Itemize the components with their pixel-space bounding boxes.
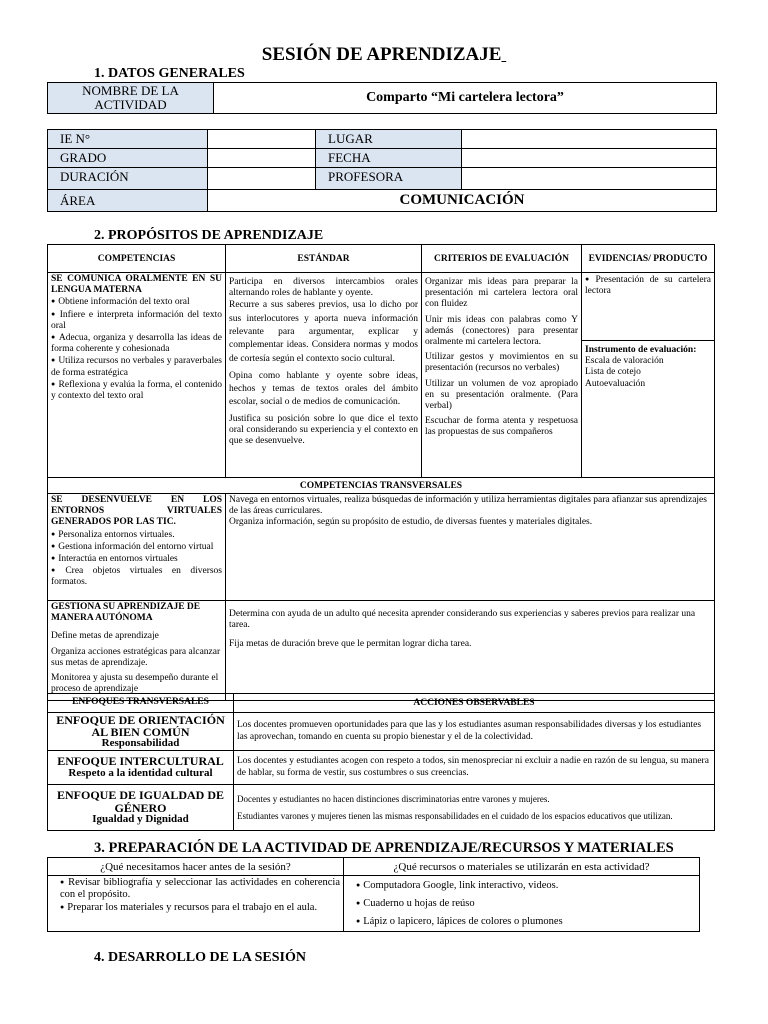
- approach-action: Los docentes promueven oportunidades para que las y los estudiantes asuman responsabilidades diversas y los estudiantes las aprovechan, tomando en cuenta su propio bienestar y el de la colectividad.: [237, 720, 702, 742]
- approach-actions-cell: [234, 785, 715, 831]
- criteria-text: Organizar mis ideas para preparar la presentación mi cartelera lectora oral con fluidez: [425, 277, 578, 310]
- prep-q2: ¿Qué recursos o materiales se utilizarán en esta actividad?: [344, 858, 700, 876]
- criteria-text: Unir mis ideas con palabras como Y además (conectores) para presentar oralmente mi cartelera lectora.: [425, 314, 578, 348]
- duracion-value: [208, 168, 316, 190]
- instrument-item: Lista de cotejo: [585, 367, 641, 378]
- auto-cell: [48, 601, 226, 701]
- auto-cap: Organiza acciones estratégicas para alcanzar sus metas de aprendizaje.: [51, 646, 221, 668]
- before-list: [60, 877, 340, 914]
- auto-cap: Define metas de aprendizaje: [51, 631, 159, 642]
- approaches-table: [47, 693, 715, 831]
- activity-value: Comparto “Mi cartelera lectora”: [214, 83, 717, 114]
- tic-title: SE DESENVUELVE EN LOS ENTORNOS VIRTUALES GENERADOS POR LAS TIC.: [51, 495, 222, 528]
- standard-text: Participa en diversos intercambios orales alternando roles de hablante y oyente.: [229, 277, 418, 299]
- prep-before-cell: [48, 876, 344, 932]
- purposes-table: [47, 244, 715, 701]
- approach-value: Responsabilidad: [101, 737, 180, 749]
- list-item: ● Infiere e interpreta información del texto oral: [51, 310, 222, 332]
- fecha-value: [462, 149, 717, 168]
- col-criterios: CRITERIOS DE EVALUACIÓN: [422, 245, 582, 273]
- activity-label: NOMBRE DE LA ACTIVIDAD: [48, 83, 214, 114]
- evidence-cell: [582, 273, 715, 478]
- standard-text: Justifica su posición sobre lo que dice el texto oral considerando su experiencia y el contexto en que se desenvuelve.: [229, 413, 418, 447]
- approach-title-cell: [48, 785, 234, 831]
- list-item: ● Gestiona información del entorno virtual: [51, 542, 222, 553]
- activity-table: [47, 82, 717, 114]
- list-item: ● Reflexiona y evalúa la forma, el contenido y contexto del texto oral: [51, 380, 222, 402]
- page-title: SESIÓN DE APRENDIZAJE: [261, 44, 502, 65]
- approach-actions-cell: [234, 751, 715, 785]
- standard-text: Recurre a sus saberes previos, usa lo dicho por sus interlocutores y aporta nueva información relevante para argumentar, explicar y complementar ideas. Considera normas y modos de cortesía según el contexto socio cultural.: [229, 300, 418, 364]
- list-item: ● Cuaderno u hojas de reúso: [356, 898, 696, 910]
- instrument-item: Autoevaluación: [585, 378, 646, 389]
- duracion-label: DURACIÓN: [48, 168, 208, 190]
- col-evidencias: EVIDENCIAS/ PRODUCTO: [582, 245, 715, 273]
- criteria-cell: [422, 273, 582, 478]
- approaches-header-left: ENFOQUES TRANSVERSALES: [48, 694, 234, 713]
- approach-action: Docentes y estudiantes no hacen distinciones discriminatorias entre varones y mujeres.: [237, 794, 550, 805]
- section-3-title: 3. PREPARACIÓN DE LA ACTIVIDAD DE APRENDIZAJE/RECURSOS Y MATERIALES: [94, 840, 674, 856]
- evidence-item: ● Presentación de su cartelera lectora: [585, 275, 711, 297]
- preparation-table: [47, 857, 700, 932]
- lugar-label: LUGAR: [316, 130, 462, 149]
- list-item: ● Interactúa en entornos virtuales: [51, 554, 222, 565]
- approach-action: Los docentes y estudiantes acogen con respeto a todos, sin menospreciar ni excluir a nadie en razón de su lengua, su manera de hablar, su forma de vestir, sus costumbres o sus creencias.: [237, 756, 709, 778]
- general-data-table: [47, 129, 717, 212]
- auto-cap: Monitorea y ajusta su desempeño durante el proceso de aprendizaje: [51, 673, 219, 695]
- criteria-text: Escuchar de forma atenta y respetuosa las propuestas de sus compañeros: [425, 416, 578, 438]
- instrument-item: Escala de valoración: [585, 356, 664, 367]
- auto-desc: Determina con ayuda de un adulto qué necesita aprender considerando sus experiencias y saberes previos para realizar una tarea.: [229, 609, 696, 631]
- instrument-title: Instrumento de evaluación:: [585, 345, 697, 355]
- section-4-title: 4. DESARROLLO DE LA SESIÓN: [94, 950, 307, 965]
- auto-desc: Fija metas de duración breve que le permitan lograr dicha tarea.: [229, 639, 472, 650]
- competence-cell: [48, 273, 226, 478]
- standard-cell: [226, 273, 422, 478]
- approach-title: ENFOQUE DE ORIENTACIÓN AL BIEN COMÚN: [56, 713, 225, 739]
- ie-value: [208, 130, 316, 149]
- approach-title: ENFOQUE DE IGUALDAD DE GÉNERO: [56, 788, 224, 815]
- area-label: ÁREA: [48, 190, 208, 212]
- approach-title-cell: [48, 751, 234, 785]
- prep-q1: ¿Qué necesitamos hacer antes de la sesión?: [48, 858, 344, 876]
- tic-list: [51, 530, 222, 589]
- fecha-label: FECHA: [316, 149, 462, 168]
- competence-title: SE COMUNICA ORALMENTE EN SU LENGUA MATERNA: [51, 274, 222, 296]
- tic-desc: Organiza información, según su propósito de estudio, de diversas fuentes y materiales digitales.: [229, 517, 593, 528]
- col-competencias: COMPETENCIAS: [48, 245, 226, 273]
- list-item: ● Preparar los materiales y recursos para el trabajo en el aula.: [60, 902, 340, 914]
- approach-title-cell: [48, 713, 234, 751]
- auto-title: GESTIONA SU APRENDIZAJE DE MANERA AUTÓNOMA: [51, 602, 201, 624]
- transversal-header: COMPETENCIAS TRANSVERSALES: [48, 478, 715, 494]
- approach-value: Igualdad y Dignidad: [92, 813, 189, 826]
- area-value: COMUNICACIÓN: [208, 190, 717, 212]
- approach-actions-cell: [234, 713, 715, 751]
- list-item: ● Computadora Google, link interactivo, videos.: [356, 880, 696, 892]
- list-item: ● Obtiene información del texto oral: [51, 297, 222, 308]
- list-item: ● Utiliza recursos no verbales y paraverbales de forma estratégica: [51, 356, 222, 378]
- resources-list: [356, 880, 696, 928]
- list-item: ● Lápiz o lapicero, lápices de colores o plumones: [356, 916, 696, 928]
- section-1-title: 1. DATOS GENERALES: [94, 66, 245, 81]
- approach-value: Respeto a la identidad cultural: [68, 767, 213, 780]
- list-item: ● Crea objetos virtuales en diversos formatos.: [51, 566, 222, 588]
- grado-value: [208, 149, 316, 168]
- list-item: ● Revisar bibliografía y seleccionar las actividades en coherencia con el propósito.: [60, 877, 340, 901]
- lugar-value: [462, 130, 717, 149]
- profesora-label: PROFESORA: [316, 168, 462, 190]
- profesora-value: [462, 168, 717, 190]
- criteria-text: Utilizar gestos y movimientos en su presentación (recursos no verbales): [425, 352, 578, 374]
- criteria-text: Utilizar un volumen de voz apropiado en su presentación oralmente. (Para verbal): [425, 378, 578, 412]
- standard-text: Opina como hablante y oyente sobre ideas, hechos y temas de textos orales del ámbito escolar, social o de medios de comunicación.: [229, 370, 418, 408]
- list-item: ● Adecua, organiza y desarrolla las ideas de forma coherente y cohesionada: [51, 333, 222, 355]
- capacities-list: [51, 297, 222, 402]
- prep-resources-cell: [344, 876, 700, 932]
- list-item: ● Personaliza entornos virtuales.: [51, 530, 222, 541]
- auto-desc-cell: [226, 601, 715, 701]
- tic-desc: Navega en entornos virtuales, realiza búsquedas de información y utiliza herramientas digitales para afianzar sus aprendizajes de las áreas curriculares.: [229, 495, 707, 517]
- ie-label: IE N°: [48, 130, 208, 149]
- approach-title: ENFOQUE INTERCULTURAL: [57, 754, 224, 769]
- tic-cell: [48, 494, 226, 601]
- grado-label: GRADO: [48, 149, 208, 168]
- col-estandar: ESTÁNDAR: [226, 245, 422, 273]
- tic-desc-cell: [226, 494, 715, 601]
- section-2-title: 2. PROPÓSITOS DE APRENDIZAJE: [94, 228, 324, 243]
- approaches-header-right: ACCIONES OBSERVABLES: [234, 694, 715, 713]
- approach-action: Estudiantes varones y mujeres tienen las mismas responsabilidades en el cuidado de los espacios educativos que utilizan.: [237, 810, 673, 821]
